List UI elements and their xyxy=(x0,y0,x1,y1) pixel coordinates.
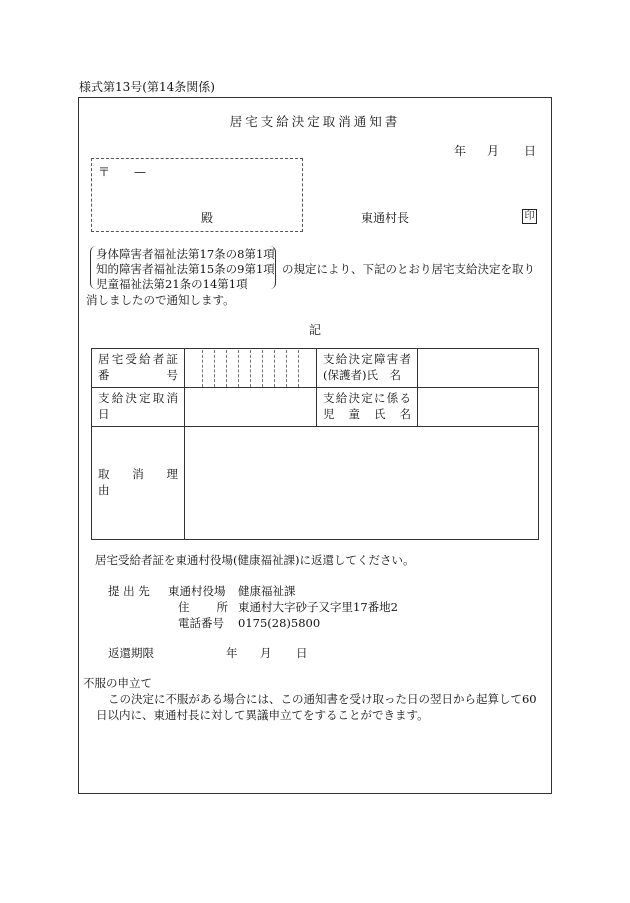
digit-box[interactable] xyxy=(203,350,215,387)
guardian-name-field[interactable] xyxy=(418,349,539,388)
phone-label: 電話番号 xyxy=(178,616,224,630)
form-number: 様式第13号(第14条関係) xyxy=(79,80,215,94)
postal-code-dash: — xyxy=(134,165,146,179)
law-item-child: 児童福祉法第21条の14第1項 xyxy=(96,277,248,291)
issue-date-year: 年 xyxy=(454,144,467,158)
child-label-line2: 児 童 氏 名 xyxy=(323,407,411,421)
reason-label: 取 消 理 由 xyxy=(92,427,185,540)
child-name-field[interactable] xyxy=(418,388,539,427)
body-text-line2: 消しましたので通知します。 xyxy=(86,293,235,307)
digit-box[interactable] xyxy=(251,350,263,387)
cancel-date-field[interactable] xyxy=(185,388,317,427)
return-deadline-month: 月 xyxy=(260,646,272,660)
digit-box[interactable] xyxy=(191,350,203,387)
return-note: 居宅受給者証を東通村役場(健康福祉課)に返還してください。 xyxy=(95,553,415,567)
recipient-address-box[interactable] xyxy=(91,158,303,232)
cert-number-label-ban: 番 xyxy=(98,368,110,382)
issue-date-month: 月 xyxy=(487,144,500,158)
appeal-heading: 不服の申立て xyxy=(83,676,152,690)
cert-number-digit-boxes xyxy=(191,350,310,387)
digit-box[interactable] xyxy=(287,350,299,387)
reason-field[interactable] xyxy=(185,427,539,540)
cert-number-label-line1: 居宅受給者証 xyxy=(98,352,178,367)
address-value: 東通村大字砂子又字里17番地2 xyxy=(238,600,398,614)
law-item-physical: 身体障害者福祉法第17条の8第1項 xyxy=(96,247,275,261)
digit-box[interactable] xyxy=(227,350,239,387)
cancel-date-label: 支給決定取消日 xyxy=(92,388,185,427)
submission-department: 健康福祉課 xyxy=(238,584,296,598)
ki-heading: 記 xyxy=(308,323,321,337)
cert-number-label-line2 xyxy=(92,368,184,384)
table-row xyxy=(92,349,539,388)
document-title: 居宅支給決定取消通知書 xyxy=(229,114,401,129)
law-item-intellectual: 知的障害者福祉法第15条の9第1項 xyxy=(96,262,275,276)
cert-number-label-gou: 号 xyxy=(166,368,178,382)
appeal-text-line2: 日以内に、東通村長に対して異議申立てをすることができます。 xyxy=(96,708,429,722)
return-deadline-year: 年 xyxy=(226,646,238,660)
table-row xyxy=(92,388,539,427)
recipient-honorific: 殿 xyxy=(201,211,214,225)
table-row xyxy=(92,427,539,540)
postal-mark: 〒 xyxy=(98,165,111,179)
digit-box[interactable] xyxy=(239,350,251,387)
details-table xyxy=(91,348,539,540)
digit-box[interactable] xyxy=(299,350,310,387)
cert-number-label xyxy=(92,349,185,388)
child-label-line1: 支給決定に係る xyxy=(323,391,411,406)
guardian-name-label xyxy=(317,349,418,388)
digit-box[interactable] xyxy=(215,350,227,387)
address-label: 住所 xyxy=(178,600,228,614)
return-deadline-label: 返還期限 xyxy=(108,646,154,660)
cert-number-field[interactable] xyxy=(185,349,317,388)
guardian-label-line2: (保護者)氏 名 xyxy=(323,368,401,382)
submission-label: 提 出 先 xyxy=(108,584,150,598)
appeal-text-line1: この決定に不服がある場合には、この通知書を受け取った日の翌日から起算して60 xyxy=(108,692,537,706)
child-name-label xyxy=(317,388,418,427)
seal-mark: 印 xyxy=(522,209,537,224)
digit-box[interactable] xyxy=(263,350,275,387)
issue-date-day: 日 xyxy=(524,144,537,158)
digit-box[interactable] xyxy=(275,350,287,387)
issuer-mayor: 東通村長 xyxy=(361,211,410,225)
return-deadline-day: 日 xyxy=(296,646,308,660)
guardian-label-line1: 支給決定障害者 xyxy=(323,352,411,367)
body-text-line1: の規定により、下記のとおり居宅支給決定を取り xyxy=(282,262,535,276)
phone-value: 0175(28)5800 xyxy=(238,616,321,630)
submission-office: 東通村役場 xyxy=(168,584,226,598)
